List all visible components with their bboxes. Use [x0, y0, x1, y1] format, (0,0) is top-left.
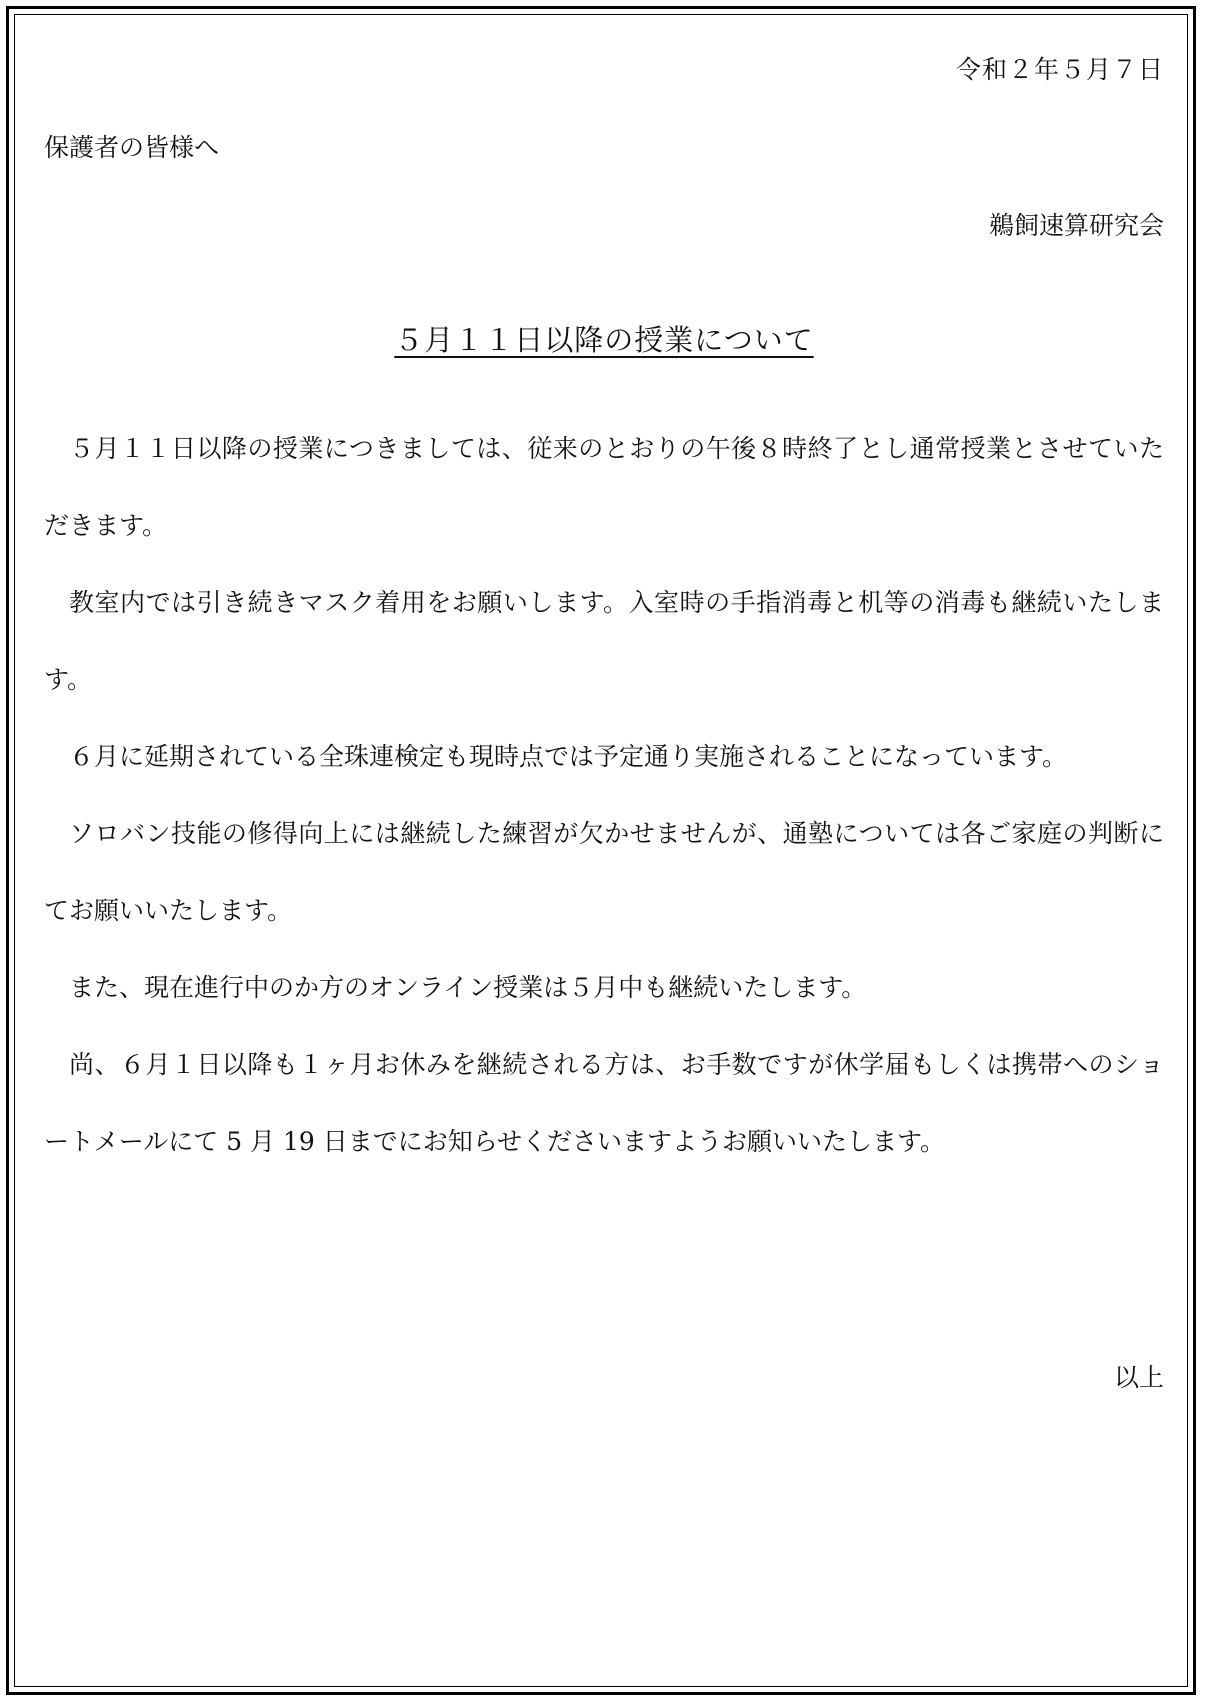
- document-date: 令和２年５月７日: [955, 55, 1164, 84]
- paragraph-attendance: ソロバン技能の修得向上には継続した練習が欠かせませんが、通塾については各ご家庭の判断にてお願いいたします。: [44, 819, 1164, 925]
- document-body: [44, 410, 1164, 1180]
- closing-remark: 以上: [1113, 1363, 1164, 1392]
- paragraph-class-schedule: ５月１１日以降の授業につきましては、従来のとおりの午後８時終了とし通常授業とさせていただきます。: [44, 434, 1164, 540]
- paragraph-exam: ６月に延期されている全珠連検定も現時点では予定通り実施されることになっています。: [69, 742, 1068, 771]
- sender-organization: 鵜飼速算研究会: [988, 211, 1164, 240]
- document-title: ５月１１日以降の授業について: [394, 323, 814, 357]
- document-title-block: [44, 318, 1164, 359]
- paragraph-leave-notice: 尚、６月１日以降も１ヶ月お休みを継続される方は、お手数ですが休学届もしくは携帯へのショートメールにて 5 月 19 日までにお知らせくださいますようお願いいたします。: [44, 1050, 1164, 1156]
- addressee: 保護者の皆様へ: [44, 133, 220, 162]
- paragraph-hygiene: 教室内では引き続きマスク着用をお願いします。入室時の手指消毒と机等の消毒も継続いたします。: [44, 588, 1164, 694]
- paragraph-online-classes: また、現在進行中のか方のオンライン授業は５月中も継続いたします。: [69, 973, 867, 1002]
